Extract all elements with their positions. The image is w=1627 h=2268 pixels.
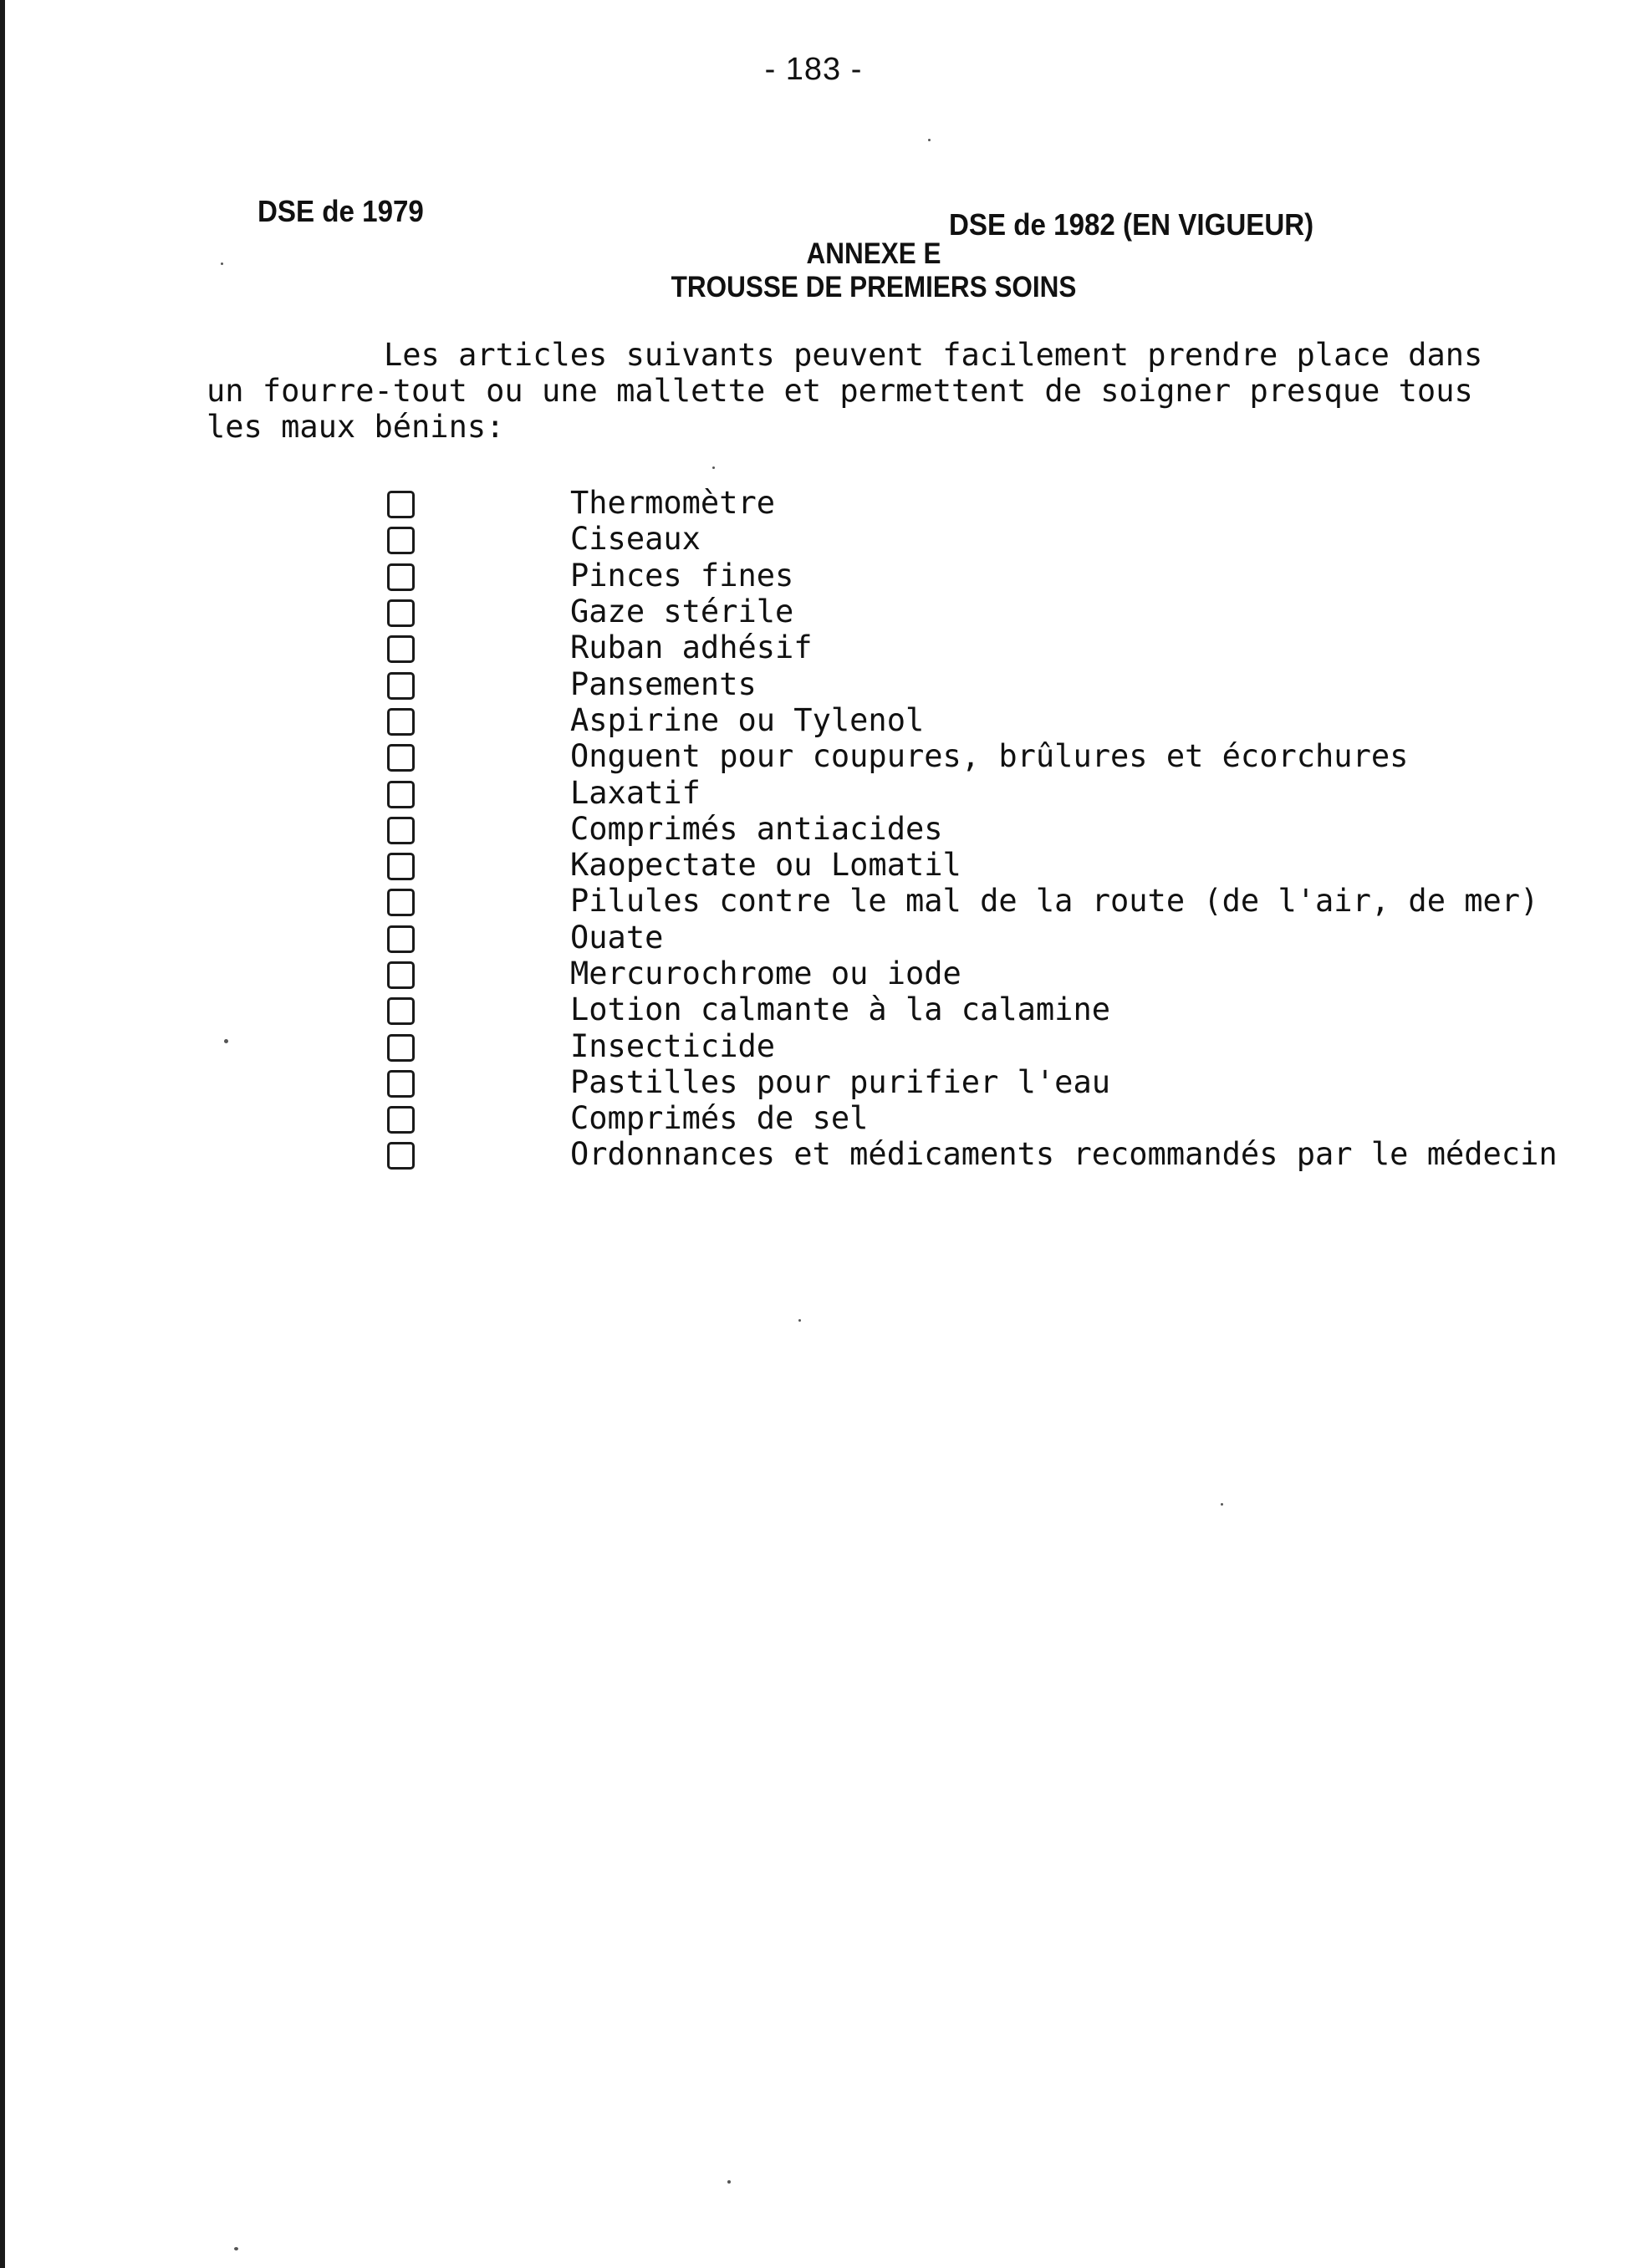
checkbox[interactable] bbox=[387, 635, 415, 663]
page-left-border bbox=[0, 0, 5, 2268]
checkbox[interactable] bbox=[387, 961, 415, 989]
checkbox[interactable] bbox=[387, 527, 415, 554]
checklist-item bbox=[387, 1064, 1558, 1100]
checklist-item-label: Aspirine ou Tylenol bbox=[570, 701, 925, 738]
checklist-item-label: Insecticide bbox=[570, 1027, 776, 1064]
checkbox[interactable] bbox=[387, 599, 415, 627]
checkbox[interactable] bbox=[387, 853, 415, 880]
checklist-item-label: Comprimés de sel bbox=[570, 1100, 869, 1137]
checkbox[interactable] bbox=[387, 672, 415, 700]
checklist-item-label: Pinces fines bbox=[570, 557, 794, 594]
checklist-item bbox=[387, 1136, 1558, 1172]
scan-speck bbox=[798, 1319, 801, 1322]
checklist-item bbox=[387, 1100, 1558, 1136]
checklist-item bbox=[387, 594, 1558, 629]
checkbox[interactable] bbox=[387, 1142, 415, 1170]
checkbox[interactable] bbox=[387, 1034, 415, 1062]
checklist-item bbox=[387, 920, 1558, 956]
checklist-item-label: Pansements bbox=[570, 665, 757, 702]
checklist-item-label: Thermomètre bbox=[570, 485, 776, 522]
checklist-item bbox=[387, 629, 1558, 665]
first-aid-checklist bbox=[387, 485, 1558, 1173]
checkbox[interactable] bbox=[387, 744, 415, 772]
scan-speck bbox=[221, 262, 223, 265]
checklist-item-label: Laxatif bbox=[570, 774, 701, 811]
checklist-item bbox=[387, 738, 1558, 774]
checklist-item-label: Gaze stérile bbox=[570, 594, 794, 630]
checklist-item-label: Mercurochrome ou iode bbox=[570, 956, 961, 991]
checkbox[interactable] bbox=[387, 708, 415, 736]
checklist-item bbox=[387, 774, 1558, 810]
scan-speck bbox=[727, 2180, 731, 2184]
checkbox[interactable] bbox=[387, 491, 415, 518]
checkbox[interactable] bbox=[387, 781, 415, 808]
checklist-item bbox=[387, 811, 1558, 847]
checklist-item bbox=[387, 521, 1558, 557]
scan-speck bbox=[1221, 1503, 1223, 1506]
checkbox[interactable] bbox=[387, 563, 415, 591]
checklist-item-label: Pilules contre le mal de la route (de l'air, de mer) bbox=[570, 883, 1539, 920]
scan-speck bbox=[928, 139, 931, 141]
annex-title: ANNEXE E bbox=[806, 237, 941, 270]
checklist-item-label: Ruban adhésif bbox=[570, 629, 813, 666]
intro-paragraph bbox=[207, 337, 1511, 445]
checklist-item bbox=[387, 485, 1558, 521]
checkbox[interactable] bbox=[387, 997, 415, 1025]
annex-subtitle: TROUSSE DE PREMIERS SOINS bbox=[671, 271, 1077, 303]
checklist-item bbox=[387, 847, 1558, 883]
checklist-item-label: Ouate bbox=[570, 919, 664, 956]
checkbox[interactable] bbox=[387, 925, 415, 953]
header-right-label: DSE de 1982 (EN VIGUEUR) bbox=[949, 207, 1314, 242]
page-number: - 183 - bbox=[764, 52, 863, 87]
checklist-item-label: Onguent pour coupures, brûlures et écorchures bbox=[570, 738, 1409, 775]
checklist-item bbox=[387, 1027, 1558, 1063]
intro-text: Les articles suivants peuvent facilement prendre place dans un fourre-tout ou une mallette et permettent de soigner presque tous les maux bénins: bbox=[207, 337, 1502, 445]
scan-speck bbox=[234, 2247, 238, 2250]
scan-speck bbox=[712, 466, 715, 469]
checklist-item-label: Ordonnances et médicaments recommandés par le médecin bbox=[570, 1136, 1558, 1173]
checklist-item-label: Ciseaux bbox=[570, 521, 701, 558]
checklist-item-label: Lotion calmante à la calamine bbox=[570, 991, 1111, 1028]
checklist-item bbox=[387, 883, 1558, 919]
checkbox[interactable] bbox=[387, 1070, 415, 1098]
checkbox[interactable] bbox=[387, 817, 415, 844]
header-left-label: DSE de 1979 bbox=[258, 194, 424, 228]
checklist-item bbox=[387, 956, 1558, 991]
annex-heading bbox=[0, 237, 1627, 304]
checklist-item bbox=[387, 558, 1558, 594]
checkbox[interactable] bbox=[387, 1106, 415, 1134]
checklist-item-label: Kaopectate ou Lomatil bbox=[570, 847, 961, 884]
checklist-item-label: Comprimés antiacides bbox=[570, 810, 943, 847]
checkbox[interactable] bbox=[387, 889, 415, 916]
checklist-item-label: Pastilles pour purifier l'eau bbox=[570, 1063, 1111, 1100]
scan-speck bbox=[224, 1039, 228, 1043]
checklist-item bbox=[387, 991, 1558, 1027]
checklist-item bbox=[387, 702, 1558, 738]
checklist-item bbox=[387, 665, 1558, 701]
